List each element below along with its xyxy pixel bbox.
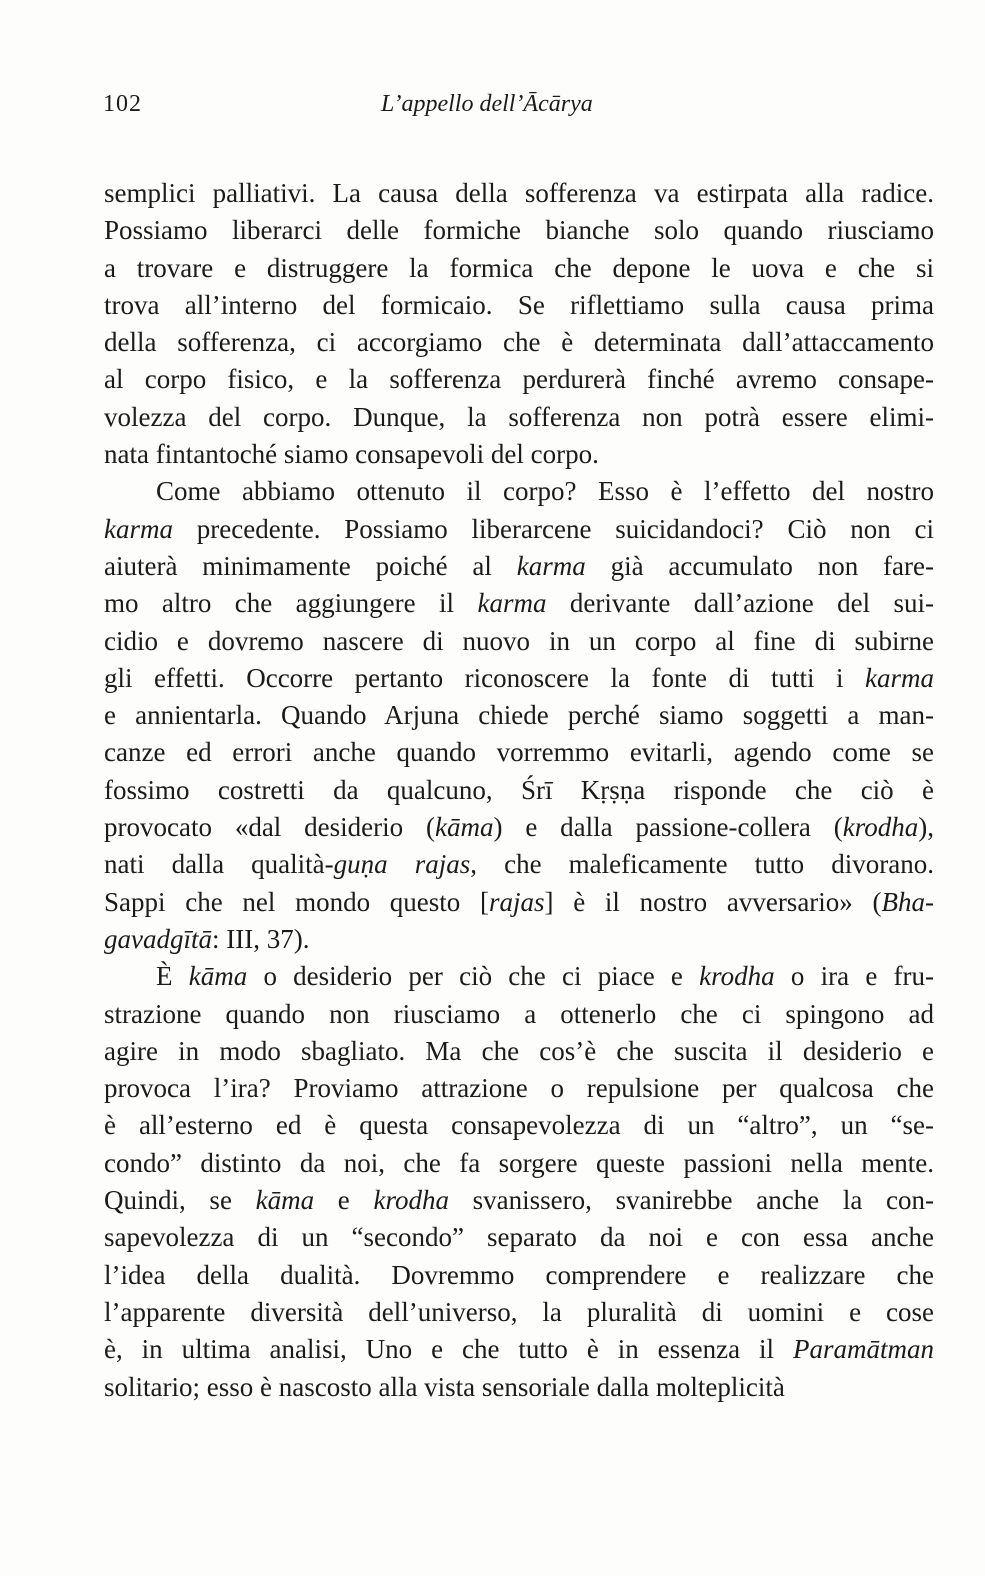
text-line	[104, 473, 934, 510]
text-run: e	[314, 1185, 374, 1216]
text-line	[104, 585, 934, 622]
paragraph-1	[104, 175, 934, 473]
text-line	[104, 436, 934, 473]
text-line	[104, 1257, 934, 1294]
italic-term: rajas	[489, 886, 545, 917]
text-line	[104, 1033, 934, 1070]
text-run: l’apparente diversità dell’universo, la pluralità di uomini e cose	[104, 1296, 934, 1327]
text-line	[104, 361, 934, 398]
text-run: fossimo costretti da qualcuno, Śrī Kṛṣṇa risponde che ciò è	[104, 774, 934, 805]
text-run: , che maleficamente tutto divorano.	[470, 849, 934, 880]
text-run: Come abbiamo ottenuto il corpo? Esso è l’effetto del nostro	[156, 476, 934, 507]
text-run: e annientarla. Quando Arjuna chiede perché siamo soggetti a man-	[104, 700, 934, 731]
text-run: : III, 37).	[212, 923, 310, 954]
text-run: al corpo fisico, e la sofferenza perdurerà finché avremo consape-	[104, 364, 934, 395]
text-run: cidio e dovremo nascere di nuovo in un corpo al fine di subirne	[104, 625, 934, 656]
text-run: già accumulato non fare-	[585, 550, 934, 581]
text-run: ) e dalla passione-collera (	[493, 812, 843, 843]
text-run: svanissero, svanirebbe anche la con-	[448, 1185, 934, 1216]
running-title: L’appello dell’Ācārya	[381, 91, 593, 117]
italic-term: krodha	[373, 1185, 449, 1216]
text-run: strazione quando non riusciamo a ottenerlo che ci spingono ad	[104, 998, 934, 1029]
italic-term: Paramātman	[793, 1334, 934, 1365]
paragraph-3	[104, 958, 934, 1406]
text-run: È	[156, 961, 189, 992]
text-run: Quindi, se	[104, 1185, 256, 1216]
text-run: della sofferenza, ci accorgiamo che è determinata dall’attaccamento	[104, 327, 934, 358]
text-line	[104, 772, 934, 809]
text-run: gli effetti. Occorre pertanto riconoscere la fonte di tutti i	[104, 662, 865, 693]
text-run: è all’esterno ed è questa consapevolezza di un “altro”, un “se-	[104, 1110, 934, 1141]
text-line	[104, 996, 934, 1033]
italic-term: karma	[516, 550, 586, 581]
text-line	[104, 1107, 934, 1144]
text-run: ] è il nostro avversario» (	[544, 886, 882, 917]
italic-term: guṇa rajas	[333, 849, 471, 880]
text-line	[104, 846, 934, 883]
text-line	[104, 250, 934, 287]
text-run: canze ed errori anche quando vorremmo evitarli, agendo come se	[104, 737, 934, 768]
text-run: l’idea della dualità. Dovremmo comprendere e realizzare che	[104, 1259, 934, 1290]
text-run: volezza del corpo. Dunque, la sofferenza non potrà essere elimi-	[104, 401, 934, 432]
text-line	[104, 1294, 934, 1331]
text-run: condo” distinto da noi, che fa sorgere queste passioni nella mente.	[104, 1147, 934, 1178]
page-number: 102	[103, 91, 142, 117]
text-run: trova all’interno del formicaio. Se riflettiamo sulla causa prima	[104, 289, 934, 320]
text-run: a trovare e distruggere la formica che depone le uova e che si	[104, 252, 934, 283]
text-line	[104, 399, 934, 436]
text-line	[104, 1219, 934, 1256]
text-run: o desiderio per ciò che ci piace e	[247, 961, 700, 992]
text-line	[104, 175, 934, 212]
text-line	[104, 1369, 934, 1406]
text-line	[104, 1331, 934, 1368]
text-run: agire in modo sbagliato. Ma che cos’è che suscita il desiderio e	[104, 1035, 934, 1066]
text-line	[104, 884, 934, 921]
text-line	[104, 623, 934, 660]
text-line	[104, 287, 934, 324]
text-run: provoca l’ira? Proviamo attrazione o repulsione per qualcosa che	[104, 1073, 934, 1104]
text-line	[104, 921, 934, 958]
body-text	[104, 175, 934, 1406]
text-run: semplici palliativi. La causa della sofferenza va estirpata alla radice.	[104, 178, 934, 208]
italic-term: karma	[477, 588, 547, 619]
text-run: nati dalla qualità-	[104, 849, 334, 880]
text-line	[104, 1182, 934, 1219]
italic-term: kāma	[434, 812, 494, 843]
text-run: precedente. Possiamo liberarcene suicidandoci? Ciò non ci	[173, 513, 934, 544]
text-line	[104, 1070, 934, 1107]
text-run: sapevolezza di un “secondo” separato da noi e con essa anche	[104, 1222, 934, 1253]
text-line	[104, 809, 934, 846]
text-line	[104, 212, 934, 249]
paragraph-2	[104, 473, 934, 958]
text-run: Sappi che nel mondo questo [	[104, 886, 489, 917]
text-line	[104, 1145, 934, 1182]
text-run: mo altro che aggiungere il	[104, 588, 478, 619]
text-line	[104, 660, 934, 697]
text-line	[104, 734, 934, 771]
text-run: ),	[918, 812, 935, 843]
italic-term: kāma	[188, 961, 248, 992]
text-run: aiuterà minimamente poiché al	[104, 550, 517, 581]
text-run: è, in ultima analisi, Uno e che tutto è in essenza il	[104, 1334, 793, 1365]
italic-term: Bha-	[881, 886, 934, 917]
text-line	[104, 548, 934, 585]
italic-term: karma	[104, 513, 173, 544]
running-head	[103, 88, 938, 120]
italic-term: gavadgītā	[104, 923, 212, 954]
text-run: derivante dall’azione del sui-	[546, 588, 934, 619]
italic-term: krodha	[842, 812, 919, 843]
text-run: nata fintantoché siamo consapevoli del corpo.	[104, 439, 599, 470]
italic-term: karma	[865, 662, 934, 693]
text-run: Possiamo liberarci delle formiche bianche solo quando riusciamo	[104, 215, 934, 246]
text-run: o ira e fru-	[774, 961, 935, 992]
text-run: solitario; esso è nascosto alla vista sensoriale dalla molteplicità	[104, 1371, 785, 1402]
italic-term: krodha	[699, 961, 775, 992]
italic-term: kāma	[255, 1185, 315, 1216]
text-line	[104, 958, 934, 995]
text-run: provocato «dal desiderio (	[104, 812, 435, 843]
text-line	[104, 511, 934, 548]
text-line	[104, 324, 934, 361]
text-line	[104, 697, 934, 734]
